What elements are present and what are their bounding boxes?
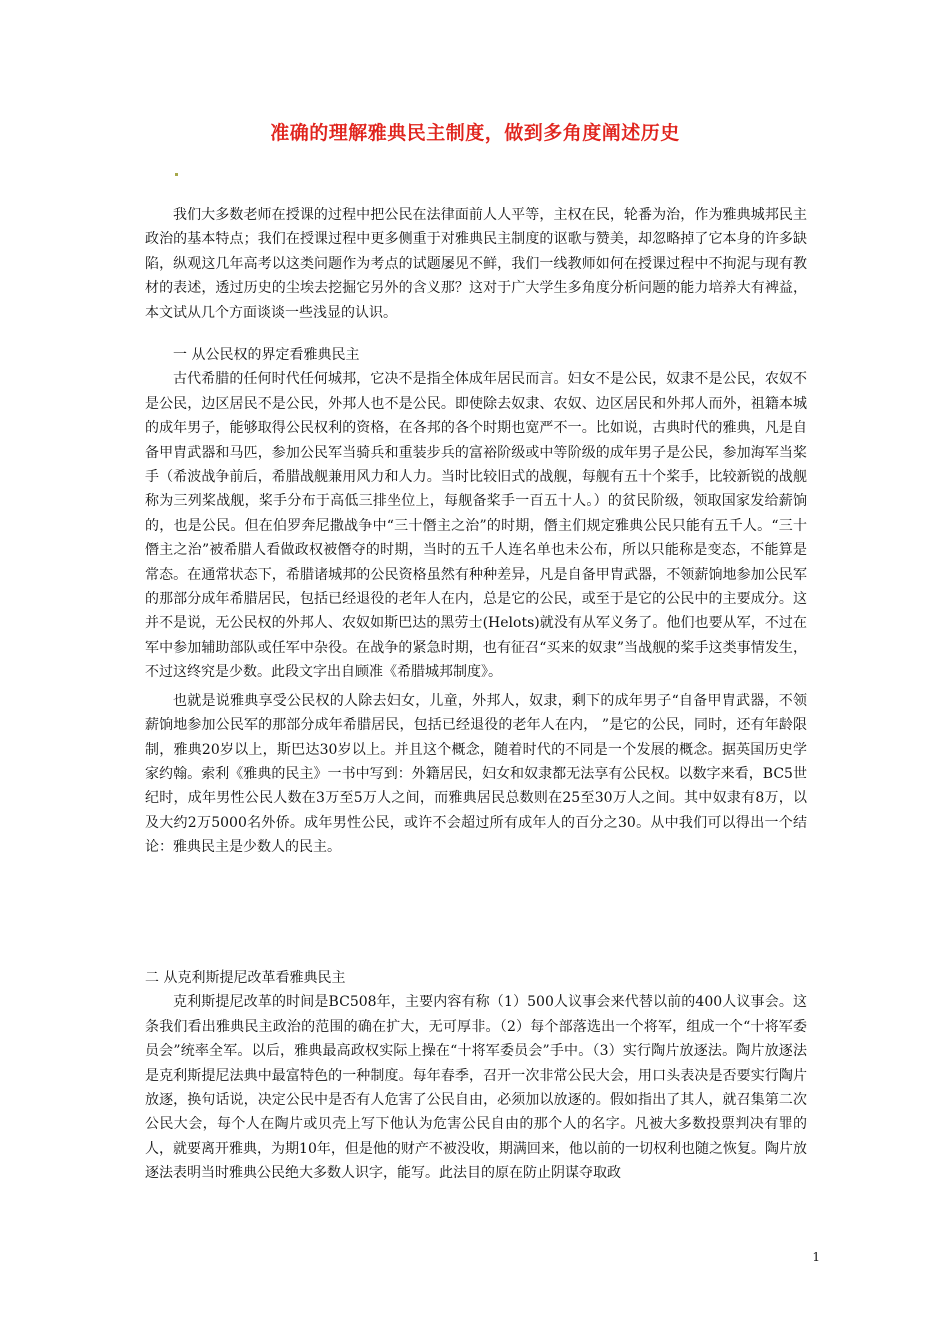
document-title: 准确的理解雅典民主制度，做到多角度阐述历史 — [270, 122, 680, 144]
section-2-title: 二 从克利斯提尼改革看雅典民主 — [145, 970, 346, 986]
section-1 — [145, 343, 807, 860]
intro-paragraph: 我们大多数老师在授课的过程中把公民在法律面前人人平等，主权在民，轮番为治，作为雅典城邦民主政治的基本特点；我们在授课过程中更多侧重于对雅典民主制度的讴歌与赞美，却忽略掉了它本身的许多缺陷，纵观这几年高考以这类问题作为考点的试题屡见不鲜，我们一线教师如何在授课过程中不拘泥与现有教材的表述，透过历史的尘埃去挖掘它另外的含义那？这对于广大学生多角度分析问题的能力培养大有裨益，本文试从几个方面谈谈一些浅显的认识。 — [145, 207, 807, 321]
intro-block — [145, 203, 807, 325]
section-1-title: 一 从公民权的界定看雅典民主 — [173, 347, 360, 363]
section-2-paragraph-1: 克利斯提尼改革的时间是BC508年，主要内容有称（1）500人议事会来代替以前的400人议事会。这条我们看出雅典民主政治的范围的确在扩大，无可厚非。（2）每个部落选出一个将军，组成一个“十将军委员会”统率全军。以后，雅典最高政权实际上操在“十将军委员会”手中。（3）实行陶片放逐法。陶片放逐法是克利斯提尼法典中最富特色的一种制度。每年春季，召开一次非常公民大会，用口头表决是否要实行陶片放逐，换句话说，决定公民中是否有人危害了公民自由，必须加以放逐的。假如指出了其人，就召集第二次公民大会，每个人在陶片或贝壳上写下他认为危害公民自由的那个人的名字。凡被大多数投票判决有罪的人，就要离开雅典，为期10年，但是他的财产不被没收，期满回来，他以前的一切权利也随之恢复。陶片放逐法表明当时雅典公民绝大多数人识字，能写。此法目的原在防止阴谋夺取政 — [145, 994, 807, 1182]
section-2 — [145, 966, 807, 1186]
section-1-paragraph-2: 也就是说雅典享受公民权的人除去妇女，儿童，外邦人，奴隶，剩下的成年男子“自备甲胄武器，不领薪饷地参加公民军的那部分成年希腊居民，包括已经退役的老年人在内， ”是它的公民，同时，还有年龄限制，雅典20岁以上，斯巴达30岁以上。并且这个概念，随着时代的不同是一个发展的概念。据英国历史学家约翰。索利《雅典的民主》一书中写到：外籍居民，妇女和奴隶都无法享有公民权。以数字来看，BC5世纪时，成年男性公民人数在3万至5万人之间，而雅典居民总数则在25至30万人之间。其中奴隶有8万，以及大约2万5000名外侨。成年男性公民，或许不会超过所有成年人的百分之30。从中我们可以得出一个结论：雅典民主是少数人的民主。 — [145, 692, 807, 856]
page-number: 1 — [812, 1250, 820, 1264]
stray-mark — [175, 173, 178, 176]
section-1-paragraph-1: 古代希腊的任何时代任何城邦，它决不是指全体成年居民而言。妇女不是公民，奴隶不是公民，农奴不是公民，边区居民不是公民，外邦人也不是公民。即使除去奴隶、农奴、边区居民和外邦人而外，祖籍本城的成年男子，能够取得公民权利的资格，在各邦的各个时期也宽严不一。比如说，古典时代的雅典，凡是自备甲胄武器和马匹，参加公民军当骑兵和重装步兵的富裕阶级或中等阶级的成年男子是公民，参加海军当桨手（希波战争前后，希腊战舰兼用风力和人力。当时比较旧式的战舰，每舰有五十个桨手，比较新锐的战舰称为三列桨战舰，桨手分布于高低三排坐位上，每舰备桨手一百五十人。）的贫民阶级，领取国家发给薪饷的，也是公民。但在伯罗奔尼撒战争中“三十僭主之治”的时期，僭主们规定雅典公民只能有五千人。“三十僭主之治”被希腊人看做政权被僭夺的时期，当时的五千人连名单也未公布，所以只能称是变态，不能算是常态。在通常状态下，希腊诸城邦的公民资格虽然有种种差异，凡是自备甲胄武器，不领薪饷地参加公民军的那部分成年希腊居民，包括已经退役的老年人在内，总是它的公民，或至于是它的公民中的主要成分。这并不是说，无公民权的外邦人、农奴如斯巴达的黑劳士(Helots)就没有从军义务了。他们也要从军，不过在军中参加辅助部队或任军中杂役。在战争的紧急时期，也有征召“买来的奴隶”当战舰的桨手这类事情发生，不过这终究是少数。此段文字出自顾准《希腊城邦制度》。 — [145, 371, 807, 681]
